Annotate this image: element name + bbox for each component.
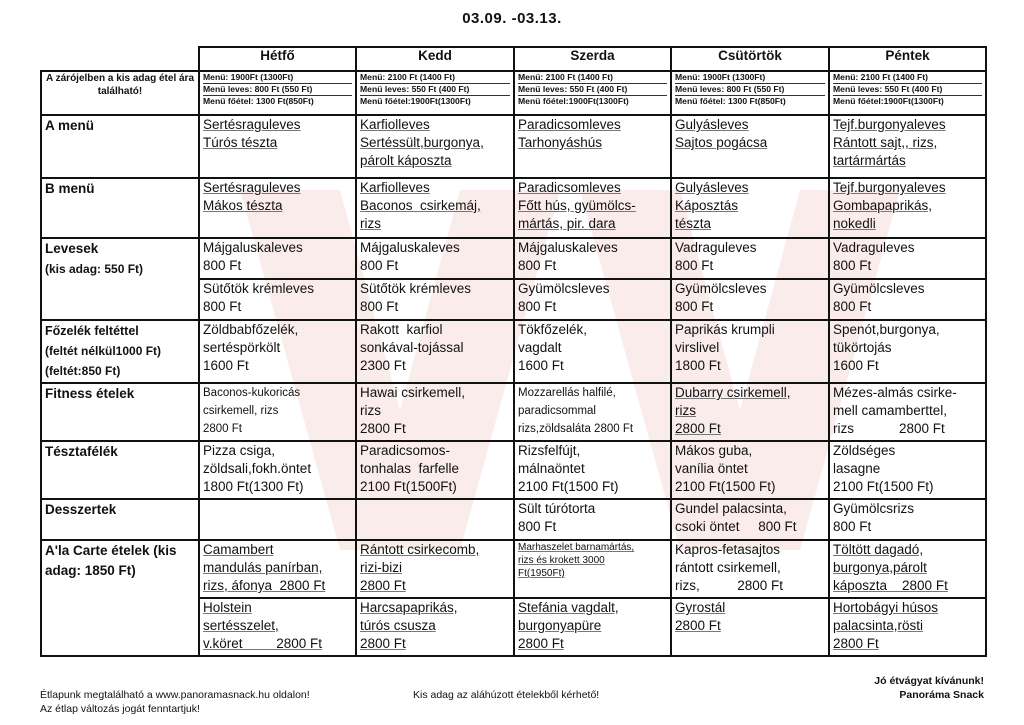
menu-cell — [671, 178, 829, 238]
fitness-cell — [356, 383, 514, 441]
dish-line: palacsinta,rösti — [833, 618, 924, 633]
dish-line: rizs és krokett 3000 — [518, 555, 605, 566]
dish-price: 800 Ft — [833, 299, 872, 314]
menu-price: Menü: 2100 Ft (1400 Ft) — [360, 72, 510, 84]
dish-line: Sertéssült,burgonya, — [360, 135, 484, 150]
alacarte-cell — [829, 540, 986, 598]
row-label-fitness: Fitness ételek — [41, 383, 199, 441]
small-portion-footnote: Kis adag az aláhúzott ételekből kérhető! — [413, 689, 600, 701]
menu-price: Menü: 1900Ft (1300Ft) — [203, 72, 352, 84]
fozelek-cell — [356, 320, 514, 383]
alacarte-cell — [514, 540, 671, 598]
dish-price: 2100 Ft(1500Ft) — [360, 479, 457, 494]
dish-line: Májgaluskaleves — [360, 240, 460, 255]
dish-line: Gundel palacsinta, — [675, 501, 787, 516]
soup-price: Menü leves: 800 Ft (550 Ft) — [675, 84, 825, 96]
dish-line: Gulyásleves — [675, 117, 749, 132]
dish-price: 800 Ft — [833, 519, 872, 534]
dish-line: Camambert — [203, 542, 274, 557]
alacarte-row-top — [41, 540, 986, 598]
dish-price: 2800 Ft — [518, 636, 564, 651]
dish-price: 2800 Ft — [360, 421, 406, 436]
dish-line: vanília öntet — [675, 461, 748, 476]
dish-line: Stefánia vagdalt, — [518, 600, 619, 615]
dish-line: Káposztás — [675, 198, 739, 213]
dish-line: Töltött dagadó, — [833, 542, 924, 557]
dish-line: Marhaszelet barnamártás, — [518, 542, 635, 553]
menu-cell — [514, 178, 671, 238]
fozelek-cell — [514, 320, 671, 383]
dish-price: rizs 2800 Ft — [833, 421, 945, 436]
day-header: Szerda — [514, 47, 671, 71]
dish-line: sonkával-tojással — [360, 340, 464, 355]
soup-price: Menü leves: 550 Ft (400 Ft) — [360, 84, 510, 96]
alacarte-cell — [514, 598, 671, 656]
small-portion-note: A zárójelben a kis adag étel ára található! — [41, 71, 199, 115]
alacarte-cell — [671, 598, 829, 656]
dish-line: Mákos tészta — [203, 198, 283, 213]
main-price: Menü főétel:1900Ft(1300Ft) — [833, 96, 944, 106]
dish-line: Dubarry csirkemell, — [675, 385, 791, 400]
menu-cell — [829, 115, 986, 178]
dish-line: Mézes-almás csirke- — [833, 385, 957, 400]
dish-line: Karfiolleves — [360, 117, 430, 132]
soup-price: Menü leves: 800 Ft (550 Ft) — [203, 84, 352, 96]
a-menu-row — [41, 115, 986, 178]
dessert-cell — [829, 499, 986, 540]
fozelek-row — [41, 320, 986, 383]
dish-line: Karfiolleves — [360, 180, 430, 195]
dish-line: Paradicsomos- — [360, 443, 451, 458]
dish-price: 800 Ft — [833, 258, 872, 273]
dish-line: Zöldséges — [833, 443, 896, 458]
fozelek-sub-label: (feltét:850 Ft) — [45, 364, 121, 378]
dish-price: 800 Ft — [360, 299, 399, 314]
fitness-cell — [829, 383, 986, 441]
soup-price: Menü leves: 550 Ft (400 Ft) — [833, 84, 982, 96]
dish-line: rizs — [360, 403, 381, 418]
fitness-cell — [671, 383, 829, 441]
pasta-row — [41, 441, 986, 499]
alacarte-cell — [356, 598, 514, 656]
dish-line: csirkemell, rizs — [203, 405, 279, 417]
alacarte-cell — [356, 540, 514, 598]
menu-cell — [356, 178, 514, 238]
menu-cell — [671, 115, 829, 178]
dish-line: Sütőtök krémleves — [203, 281, 315, 296]
price-row — [41, 71, 986, 115]
dish-price: v.köret 2800 Ft — [203, 636, 323, 651]
dish-line: virslivel — [675, 340, 720, 355]
day-header: Csütörtök — [671, 47, 829, 71]
fozelek-cell — [829, 320, 986, 383]
alacarte-sub-label: adag: 1850 Ft) — [45, 563, 136, 578]
dish-line: Sült túrótorta — [518, 501, 596, 516]
dish-line: Zöldbabfőzelék, — [203, 322, 299, 337]
dish-line: Túrós tészta — [203, 135, 278, 150]
dish-line: Vadraguleves — [675, 240, 757, 255]
pasta-cell — [829, 441, 986, 499]
dish-price: 2800 Ft — [675, 618, 721, 633]
dish-line: Tejf.burgonyaleves — [833, 180, 946, 195]
day-header-row — [41, 47, 986, 71]
dish-price: 2100 Ft(1500 Ft) — [833, 479, 934, 494]
row-label-fozelek — [41, 320, 199, 383]
price-cell — [356, 71, 514, 115]
dish-line: Tarhonyáshús — [518, 135, 603, 150]
soup-price: Menü leves: 550 Ft (400 Ft) — [518, 84, 667, 96]
dish-price: csoki öntet 800 Ft — [675, 519, 797, 534]
fitness-row — [41, 383, 986, 441]
dish-line: tartármártás — [833, 153, 906, 168]
dish-line: Baconos-kukoricás — [203, 387, 301, 399]
dish-price: 800 Ft — [518, 299, 557, 314]
dish-line: Rakott karfiol — [360, 322, 443, 337]
dish-line: tükörtojás — [833, 340, 892, 355]
soup-cell — [356, 279, 514, 320]
dish-line: Rántott csirkecomb, — [360, 542, 480, 557]
soup-cell — [356, 238, 514, 279]
menu-cell — [514, 115, 671, 178]
menu-cell — [199, 178, 356, 238]
main-price: Menü főétel:1900Ft(1300Ft) — [518, 96, 629, 106]
menu-price: Menü: 2100 Ft (1400 Ft) — [518, 72, 667, 84]
dish-price: 1600 Ft — [203, 358, 249, 373]
menu-cell — [829, 178, 986, 238]
dish-line: Rántott sajt,, rizs, — [833, 135, 938, 150]
dish-line: Gombapaprikás, — [833, 198, 933, 213]
fozelek-label: Főzelék feltéttel — [45, 324, 139, 338]
dish-line: sertésszelet, — [203, 618, 279, 633]
dish-price: rizs,zöldsaláta 2800 Ft — [518, 423, 634, 435]
dish-line: Májgaluskaleves — [203, 240, 303, 255]
weekly-menu-table — [40, 46, 987, 657]
soup-cell — [829, 279, 986, 320]
corner-empty — [41, 47, 199, 71]
pasta-cell — [514, 441, 671, 499]
footer-left — [40, 688, 310, 716]
dessert-cell-empty — [199, 499, 356, 540]
alacarte-label: A'la Carte ételek (kis — [45, 543, 177, 558]
row-label-a-menu: A menü — [41, 115, 199, 178]
dish-line: Paradicsomleves — [518, 117, 621, 132]
main-price: Menü főétel: 1300 Ft(850Ft) — [675, 96, 786, 106]
dish-line: Pizza csiga, — [203, 443, 276, 458]
dish-line: sertéspörkölt — [203, 340, 281, 355]
dish-line: Gyümölcsleves — [518, 281, 610, 296]
fitness-cell — [514, 383, 671, 441]
dish-price: 1600 Ft — [518, 358, 564, 373]
dish-price: 2100 Ft(1500 Ft) — [518, 479, 619, 494]
soup-cell — [671, 238, 829, 279]
dish-line: Holstein — [203, 600, 252, 615]
row-label-b-menu: B menü — [41, 178, 199, 238]
soup-cell — [199, 238, 356, 279]
dish-line: Vadraguleves — [833, 240, 915, 255]
day-header: Kedd — [356, 47, 514, 71]
main-price: Menü főétel: 1300 Ft(850Ft) — [203, 96, 314, 106]
dessert-cell — [514, 499, 671, 540]
dish-line: Rizsfelfújt, — [518, 443, 581, 458]
price-cell — [199, 71, 356, 115]
dish-line: Sertésraguleves — [203, 180, 301, 195]
price-cell — [829, 71, 986, 115]
dish-price: 2800 Ft — [360, 578, 406, 593]
greeting: Jó étvágyat kívánunk! — [874, 675, 984, 687]
fozelek-cell — [671, 320, 829, 383]
dish-line: mell camamberttel, — [833, 403, 948, 418]
alacarte-cell — [671, 540, 829, 598]
alacarte-cell — [199, 540, 356, 598]
dish-line: Májgaluskaleves — [518, 240, 618, 255]
main-price: Menü főétel:1900Ft(1300Ft) — [360, 96, 471, 106]
dish-price: Ft(1950Ft) — [518, 568, 565, 579]
change-note: Az étlap változás jogát fenntartjuk! — [40, 703, 200, 715]
menu-cell — [356, 115, 514, 178]
row-label-alacarte — [41, 540, 199, 656]
dish-line: párolt káposzta — [360, 153, 452, 168]
menu-price: Menü: 1900Ft (1300Ft) — [675, 72, 825, 84]
dish-line: Gyümölcsleves — [675, 281, 767, 296]
soup-cell — [514, 238, 671, 279]
dish-price: 800 Ft — [518, 519, 557, 534]
dish-price: 800 Ft — [518, 258, 557, 273]
dish-line: mandulás panírban, — [203, 560, 323, 575]
dish-line: zöldsali,fokh.öntet — [203, 461, 312, 476]
row-label-soups — [41, 238, 199, 320]
dish-line: Főtt hús, gyümölcs- — [518, 198, 636, 213]
dish-price: 2800 Ft — [833, 636, 879, 651]
dish-line: Paprikás krumpli — [675, 322, 775, 337]
dish-line: Hortobágyi húsos — [833, 600, 939, 615]
dish-line: Sertésraguleves — [203, 117, 301, 132]
dish-price: 2300 Ft — [360, 358, 406, 373]
dish-line: Kapros-fetasajtos — [675, 542, 781, 557]
footer-right — [874, 674, 984, 702]
dish-price: káposzta 2800 Ft — [833, 578, 948, 593]
soup-cell — [829, 238, 986, 279]
dish-price: 2800 Ft — [203, 423, 242, 435]
dish-line: Tökfőzelék, — [518, 322, 588, 337]
dessert-row — [41, 499, 986, 540]
dish-line: rizs — [360, 216, 381, 231]
dish-price: 800 Ft — [675, 299, 714, 314]
dish-line: burgonya,párolt — [833, 560, 927, 575]
dish-line: málnaöntet — [518, 461, 585, 476]
dish-line: Tejf.burgonyaleves — [833, 117, 946, 132]
dish-price: 2100 Ft(1500 Ft) — [675, 479, 776, 494]
soup-cell — [199, 279, 356, 320]
dish-line: nokedli — [833, 216, 876, 231]
dish-line: Gyümölcsrizs — [833, 501, 915, 516]
dish-line: tonhalas farfelle — [360, 461, 460, 476]
dish-price: 800 Ft — [360, 258, 399, 273]
dish-line: Gulyásleves — [675, 180, 749, 195]
dish-line: Paradicsomleves — [518, 180, 621, 195]
fozelek-sub-label: (feltét nélkül1000 Ft) — [45, 344, 162, 358]
pasta-cell — [356, 441, 514, 499]
dish-price: rizs, áfonya 2800 Ft — [203, 578, 326, 593]
dish-line: lasagne — [833, 461, 881, 476]
website-note: Étlapunk megtalálható a www.panoramasnack.hu oldalon! — [40, 689, 310, 701]
dish-price: 800 Ft — [203, 258, 242, 273]
fozelek-cell — [199, 320, 356, 383]
dessert-cell — [671, 499, 829, 540]
dish-line: vagdalt — [518, 340, 562, 355]
dish-line: Harcsapaprikás, — [360, 600, 458, 615]
pasta-cell — [199, 441, 356, 499]
dessert-cell-empty — [356, 499, 514, 540]
price-cell — [671, 71, 829, 115]
soup-cell — [671, 279, 829, 320]
dish-line: Spenót,burgonya, — [833, 322, 940, 337]
b-menu-row — [41, 178, 986, 238]
dish-line: mártás, pir. dara — [518, 216, 616, 231]
dish-line: Sütőtök krémleves — [360, 281, 472, 296]
dish-price: 1800 Ft — [675, 358, 721, 373]
dish-line: tészta — [675, 216, 712, 231]
soup-cell — [514, 279, 671, 320]
menu-price: Menü: 2100 Ft (1400 Ft) — [833, 72, 982, 84]
dish-line: túrós csusza — [360, 618, 436, 633]
dish-line: burgonyapüre — [518, 618, 602, 633]
dish-price: rizs, 2800 Ft — [675, 578, 784, 593]
soups-sub-label: (kis adag: 550 Ft) — [45, 262, 144, 276]
dish-line: rizi-bizi — [360, 560, 402, 575]
dish-line: Gyümölcsleves — [833, 281, 925, 296]
day-header: Péntek — [829, 47, 986, 71]
dish-price: 2800 Ft — [360, 636, 406, 651]
dish-price: 1800 Ft(1300 Ft) — [203, 479, 304, 494]
dish-line: Baconos csirkemáj, — [360, 198, 481, 213]
dish-price: 800 Ft — [203, 299, 242, 314]
menu-cell — [199, 115, 356, 178]
dish-line: paradicsommal — [518, 405, 596, 417]
dish-line: Hawai csirkemell, — [360, 385, 466, 400]
alacarte-cell — [199, 598, 356, 656]
dish-price: 1600 Ft — [833, 358, 879, 373]
price-cell — [514, 71, 671, 115]
dish-line: Gyrostál — [675, 600, 726, 615]
dish-price: 2800 Ft — [675, 421, 721, 436]
restaurant-name: Panoráma Snack — [899, 689, 984, 701]
dish-line: rántott csirkemell, — [675, 560, 781, 575]
page-title: 03.09. -03.13. — [462, 10, 562, 27]
row-label-dessert: Desszertek — [41, 499, 199, 540]
dish-line: Sajtos pogácsa — [675, 135, 768, 150]
soup-row-top — [41, 238, 986, 279]
row-label-pasta: Tésztafélék — [41, 441, 199, 499]
alacarte-cell — [829, 598, 986, 656]
fitness-cell — [199, 383, 356, 441]
soups-label: Levesek — [45, 241, 99, 256]
dish-price: 800 Ft — [675, 258, 714, 273]
dish-line: Mákos guba, — [675, 443, 753, 458]
dish-line: Mozzarellás halfilé, — [518, 387, 616, 399]
dish-line: rizs — [675, 403, 696, 418]
pasta-cell — [671, 441, 829, 499]
day-header: Hétfő — [199, 47, 356, 71]
